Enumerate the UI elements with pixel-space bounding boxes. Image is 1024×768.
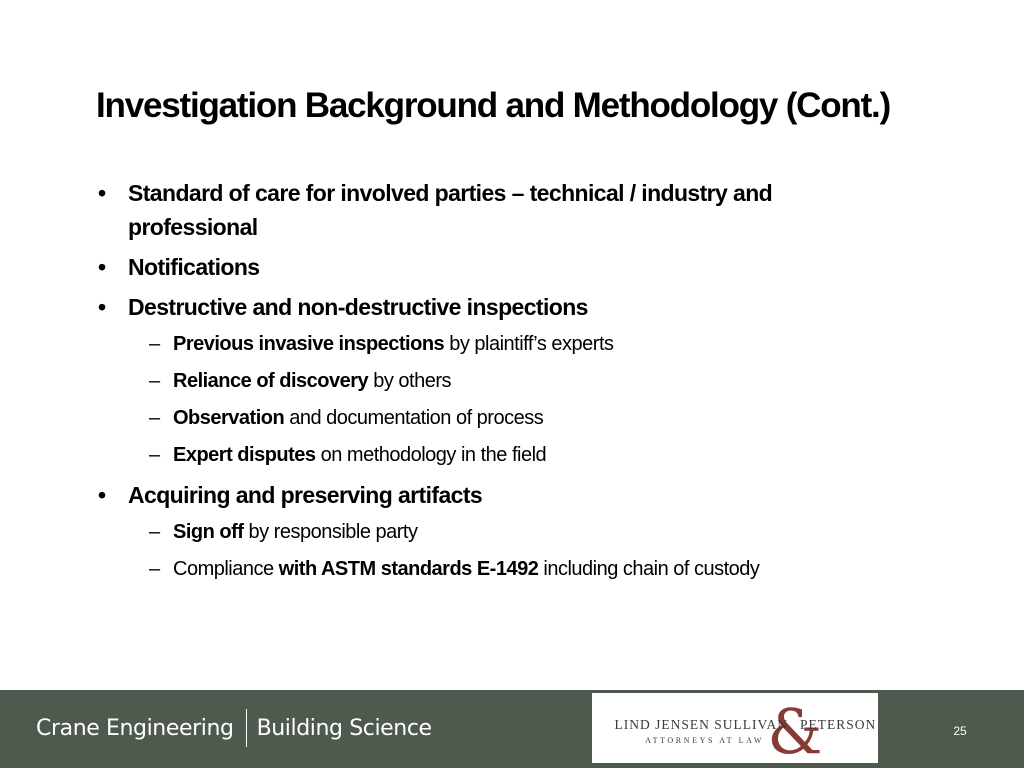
dash-marker: – (149, 333, 160, 355)
sub-item (96, 518, 896, 546)
slide-title: Investigation Background and Methodology (Cont.) (96, 86, 891, 125)
sub-item (96, 404, 896, 432)
dash-marker: – (149, 558, 160, 580)
page-number: 25 (953, 724, 967, 738)
sub-item (96, 367, 896, 395)
crane-engineering-brand (36, 708, 432, 748)
bullet-marker: • (98, 254, 106, 280)
sub-item (96, 330, 896, 358)
sub-item-prefix: Compliance (173, 558, 279, 580)
sub-item-bold: Sign off (173, 521, 244, 543)
bullet-marker: • (98, 294, 106, 320)
bullet-item (96, 478, 896, 512)
footer-bar (0, 690, 1024, 768)
brand-divider (246, 709, 247, 747)
sub-item-text: by plaintiff’s experts (444, 333, 614, 355)
sub-list (96, 330, 896, 469)
sub-item (96, 441, 896, 469)
brand-division: Building Science (256, 715, 432, 741)
dash-marker: – (149, 444, 160, 466)
bullet-marker: • (98, 180, 106, 206)
logo-tagline: ATTORNEYS AT LAW (645, 736, 764, 745)
brand-name: Crane Engineering (36, 715, 234, 741)
bullet-text: Notifications (128, 254, 260, 280)
bullet-marker: • (98, 482, 106, 508)
bullet-item (96, 250, 896, 284)
bullet-text: Standard of care for involved parties – technical / industry and professional (128, 180, 773, 240)
logo-ampersand: & (767, 695, 823, 763)
sub-item-bold: with ASTM standards E-1492 (278, 558, 539, 580)
sub-item-text: including chain of custody (538, 558, 760, 580)
sub-list-container (96, 518, 896, 583)
bullet-list (96, 176, 896, 592)
bullet-item (96, 290, 896, 324)
sub-item-bold: Expert disputes (173, 444, 316, 466)
dash-marker: – (149, 407, 160, 429)
sub-item-bold: Previous invasive inspections (173, 333, 445, 355)
sub-item-text: by others (368, 370, 451, 392)
dash-marker: – (149, 521, 160, 543)
bullet-text: Destructive and non-destructive inspections (128, 294, 588, 320)
sub-list (96, 518, 896, 583)
logo-firm-right: PETERSON (800, 717, 877, 732)
dash-marker: – (149, 370, 160, 392)
logo-firm-left: LIND JENSEN SULLIVAN (614, 717, 788, 732)
sub-list-container (96, 330, 896, 469)
sub-item-text: on methodology in the field (315, 444, 547, 466)
bullet-item (96, 176, 896, 244)
partner-logo (592, 693, 878, 763)
sub-item-bold: Reliance of discovery (173, 370, 369, 392)
bullet-text: Acquiring and preserving artifacts (128, 482, 483, 508)
sub-item-text: and documentation of process (284, 407, 544, 429)
law-firm-logo-icon (592, 693, 878, 763)
sub-item-text: by responsible party (243, 521, 418, 543)
sub-item (96, 555, 896, 583)
sub-item-bold: Observation (173, 407, 285, 429)
